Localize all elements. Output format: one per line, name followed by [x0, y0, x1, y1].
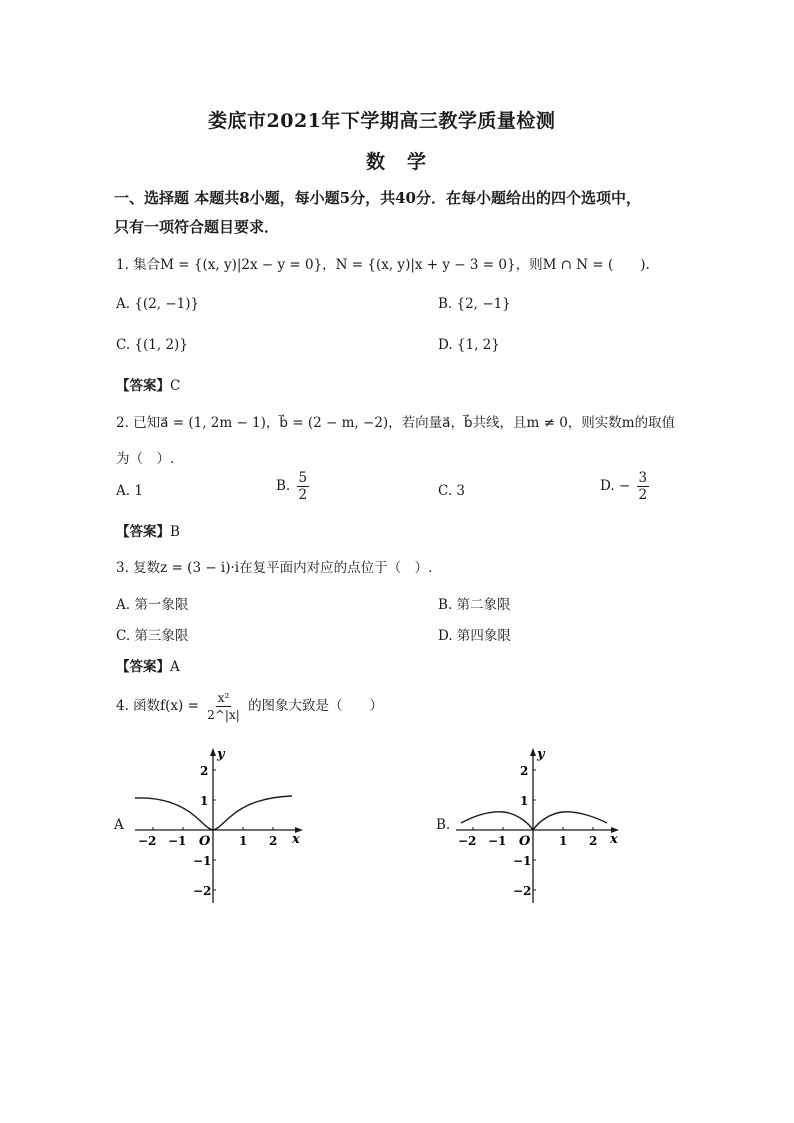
- y-axis-label: y: [217, 747, 225, 762]
- question-2-option-a: A. 1: [116, 483, 143, 499]
- answer-label: 【答案】: [116, 659, 170, 675]
- section-heading-line1: 一、选择题 本题共8小题，每小题5分，共40分．在每小题给出的四个选项中，: [114, 189, 641, 207]
- tick-label: 2: [589, 834, 598, 848]
- tick-label: 1: [520, 794, 529, 808]
- answer-value: B: [170, 524, 180, 540]
- curve-right: [213, 796, 292, 830]
- question-4-fraction: [205, 690, 242, 723]
- question-2-option-b: [276, 470, 311, 503]
- tick-label: −1: [168, 834, 187, 848]
- graph-b: [451, 745, 641, 905]
- tick-label: −2: [513, 884, 532, 898]
- tick-label: 2: [200, 764, 209, 778]
- fraction-numerator: 5: [298, 470, 308, 486]
- origin-label: O: [199, 834, 211, 849]
- tick-label: −1: [193, 854, 212, 868]
- question-3-option-d: D. 第四象限: [438, 628, 511, 644]
- question-2-stem-line1: 2. 已知a⃗ = (1, 2m − 1)，b⃗ = (2 − m, −2)，若向量a⃗，b⃗共线，且m ≠ 0，则实数m的取值: [116, 415, 676, 431]
- question-1-answer: [116, 374, 180, 394]
- graph-a-label: A: [114, 817, 124, 833]
- question-3-option-c: C. 第三象限: [116, 628, 189, 644]
- question-1-option-d: D. {1, 2}: [438, 337, 500, 353]
- tick-label: 2: [520, 764, 529, 778]
- question-2-answer: [116, 520, 180, 540]
- question-1-option-a: A. {(2, −1)}: [116, 296, 200, 312]
- tick-label: 1: [200, 794, 209, 808]
- question-3-stem: 3. 复数z = (3 − i)·i在复平面内对应的点位于（ ）.: [116, 560, 433, 576]
- question-4-prefix: 4. 函数f(x) =: [116, 698, 199, 714]
- tick-label: −1: [513, 854, 532, 868]
- curve-left: [461, 812, 533, 830]
- y-axis-arrow: [530, 748, 536, 756]
- tick-label: −2: [138, 834, 157, 848]
- question-4-stem: [116, 690, 383, 723]
- x-axis-label: x: [292, 832, 300, 847]
- origin-label: O: [519, 834, 531, 849]
- tick-label: −2: [458, 834, 477, 848]
- fraction-denominator: 2: [298, 487, 308, 503]
- option-b-label: B.: [276, 478, 291, 494]
- question-4-suffix: 的图象大致是（ ）: [248, 698, 384, 714]
- question-1-option-b: B. {2, −1}: [438, 296, 511, 312]
- fraction-numerator: 3: [638, 470, 648, 486]
- question-2-option-d: [600, 470, 651, 503]
- option-b-fraction: [297, 470, 310, 503]
- answer-label: 【答案】: [116, 378, 170, 394]
- question-1-option-c: C. {(1, 2)}: [116, 337, 188, 353]
- tick-label: −2: [193, 884, 212, 898]
- question-1-stem: 1. 集合M = {(x, y)|2x − y = 0}，N = {(x, y)|x + y − 3 = 0}，则M ∩ N = ( ).: [116, 257, 650, 273]
- curve-right: [533, 812, 607, 830]
- question-2-stem-line2: 为（ ）.: [116, 451, 175, 467]
- graph-b-label: B.: [436, 817, 451, 833]
- graph-a: [130, 745, 320, 905]
- option-d-label: D. −: [600, 478, 631, 494]
- y-axis-label: y: [537, 747, 545, 762]
- x-axis-label: x: [610, 832, 618, 847]
- answer-value: A: [170, 659, 180, 675]
- tick-label: 2: [269, 834, 278, 848]
- page-title: 娄底市2021年下学期高三教学质量检测: [208, 110, 556, 132]
- option-d-fraction: [637, 470, 650, 503]
- question-2-option-c: C. 3: [438, 483, 466, 499]
- question-3-option-a: A. 第一象限: [116, 597, 189, 613]
- question-3-option-b: B. 第二象限: [438, 597, 511, 613]
- y-axis-arrow: [210, 748, 216, 756]
- fraction-denominator: 2: [638, 487, 648, 503]
- fraction-numerator: x²: [217, 691, 230, 705]
- tick-label: 1: [559, 834, 568, 848]
- question-3-answer: [116, 655, 180, 675]
- section-heading-line2: 只有一项符合题目要求．: [114, 218, 280, 236]
- answer-value: C: [170, 378, 181, 394]
- tick-label: −1: [488, 834, 507, 848]
- answer-label: 【答案】: [116, 524, 170, 540]
- subject-title: 数学: [366, 151, 449, 173]
- fraction-denominator: 2^|x|: [207, 708, 240, 722]
- tick-label: 1: [239, 834, 248, 848]
